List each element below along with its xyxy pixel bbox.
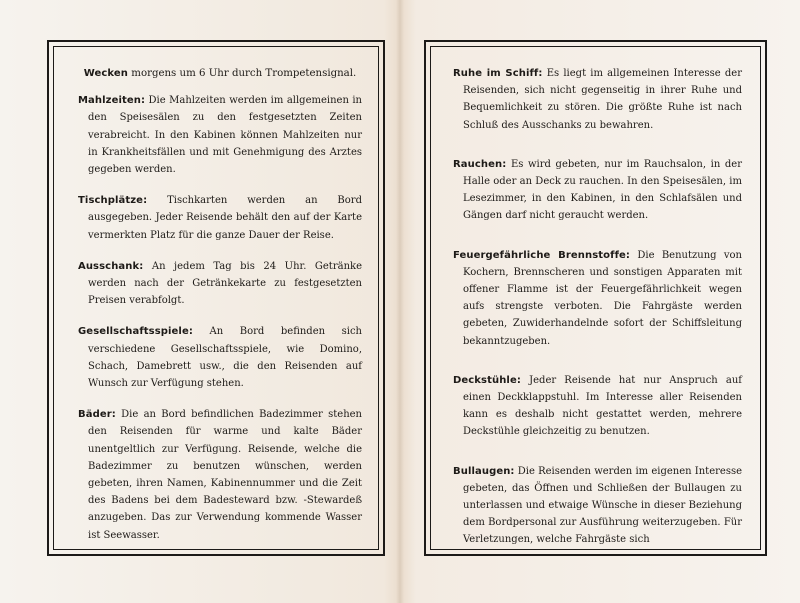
title-separator: [147, 195, 167, 206]
section-title: Bäder:: [78, 409, 116, 421]
section-title: Ausschank:: [78, 260, 144, 272]
section-text: Tischkarten werden an Bord ausgegeben. Jeder Reisende behält den auf der Karte vermerkten Platz für die ganze Dauer der Reise.: [88, 195, 362, 241]
section-text: Jeder Reisende hat nur Anspruch auf einen Deckklappstuhl. Im Interesse aller Reisenden kann es deshalb nicht gestattet werden, mehrere Deckstühle gleichzeitig zu benutzen.: [463, 374, 742, 438]
section-title: Tischplätze:: [78, 195, 148, 207]
section-ruhe-im-schiff: [453, 65, 742, 134]
left-page-frame: [47, 40, 385, 556]
section-text: An Bord befinden sich verschiedene Gesellschaftsspiele, wie Domino, Schach, Damebrett usw., die den Reisenden auf Wunsch zur Verfügung stehen.: [88, 326, 363, 390]
section-text: An jedem Tag bis 24 Uhr. Getränke werden nach der Getränkekarte zu festgesetzten Preisen verabfolgt.: [88, 260, 362, 307]
section-mahlzeiten: [78, 92, 362, 178]
section-ausschank: [78, 258, 362, 310]
title-separator: [193, 326, 210, 337]
left-page-content: [53, 46, 379, 550]
section-bullaugen: [453, 463, 742, 549]
section-title: Wecken: [83, 68, 129, 79]
section-text: Es liegt im allgemeinen Interesse der Reisenden, sich nicht gegenseitig in ihrer Ruhe und Bequemlichkeit zu stören. Die größte Ruhe ist nach Schluß des Ausschanks zu bewahren.: [463, 68, 742, 131]
section-rauchen: [453, 156, 742, 225]
section-title: Feuergefährliche Brennstoffe:: [453, 249, 631, 261]
section-baeder: [78, 406, 362, 544]
section-text: Es wird gebeten, nur im Rauchsalon, in der Halle oder an Deck zu rauchen. In den Speisesälen, im Lesezimmer, in den Kabinen, in den Schlafsälen und Gängen darf nicht geraucht werden.: [463, 158, 743, 222]
section-title: Rauchen:: [453, 158, 507, 170]
section-brennstoffe: [453, 247, 742, 350]
section-text: Die an Bord befindlichen Badezimmer stehen den Reisenden für warme und kalte Bäder unentgeltlich zur Verfügung. Reisende, welche die Badezimmer zu benutzen wünschen, werden gebeten, ihren Namen, Kabinennummer und die Zeit des Badens bei dem Badesteward bzw. -Stewardeß anzugeben. Das zur Verwendung kommende Wasser ist Seewasser.: [88, 409, 363, 541]
section-text: Die Reisenden werden im eigenen Interesse gebeten, das Öffnen und Schließen der Bullaugen zu unterlassen und etwaige Wünsche in dieser Beziehung dem Bordpersonal zur Ausführung weiterzugeben. Für Verletzungen, welche Fahrgäste sich: [463, 465, 742, 546]
section-tischplaetze: [78, 192, 362, 244]
section-title: Deckstühle:: [453, 374, 521, 386]
section-text: Die Benutzung von Kochern, Brennscheren und sonstigen Apparaten mit offener Flamme ist der Feuergefährlichkeit wegen aufs strengste verboten. Die Fahrgäste werden gebeten, Zuwiderhandelnde sofort der Schiffsleitung bekanntzugeben.: [463, 249, 742, 347]
center-fold: [396, 0, 404, 603]
section-title: Bullaugen:: [453, 465, 515, 477]
section-wecken: [78, 65, 362, 82]
section-text: Die Mahlzeiten werden im allgemeinen in den Speisesälen zu den festgesetzten Zeiten verabreicht. In den Kabinen können Mahlzeiten nur in Krankheitsfällen und mit Genehmigung des Arztes gegeben werden.: [88, 95, 362, 176]
title-separator: [143, 261, 152, 272]
section-gesellschaftsspiele: [78, 323, 362, 392]
section-title: Gesellschaftsspiele:: [78, 326, 193, 338]
section-title: Mahlzeiten:: [78, 95, 146, 107]
section-deckstuehle: [453, 372, 742, 441]
section-text: morgens um 6 Uhr durch Trompetensignal.: [131, 68, 357, 79]
right-page-content: [430, 46, 761, 550]
title-separator: [521, 375, 529, 386]
section-title: Ruhe im Schiff:: [453, 68, 543, 79]
right-page-frame: [424, 40, 767, 556]
